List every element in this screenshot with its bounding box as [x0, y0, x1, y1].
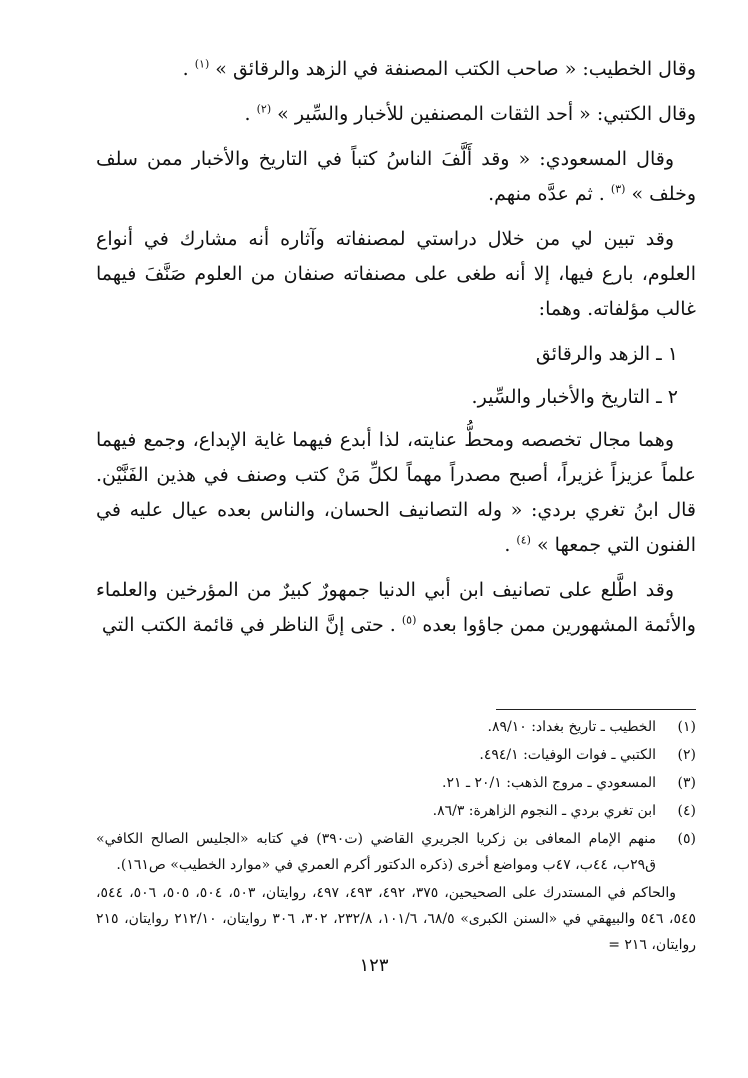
footnote-item	[96, 742, 696, 768]
paragraph-khatib	[96, 52, 696, 87]
footnote-ref-2[interactable]: (٢)	[256, 102, 272, 116]
footnote-ref-4[interactable]: (٤)	[516, 533, 531, 547]
paragraph-text: وهما مجال تخصصه ومحطُّ عنايته، لذا أبدع فيهما غاية الإبداع، وجمع فيهما علماً عزيزاً غزيراً، أصبح مصدراً مهماً لكلِّ مَنْ كتب وصنف في هذين الفَنَّيْن. قال ابنُ تغري بردي: « وله التصانيف الحسان، والناس بعده عيال عليه في الفنون التي جمعها »	[96, 429, 696, 556]
footnote-text: الخطيب ـ تاريخ بغداد: ٨٩/١٠.	[487, 719, 656, 735]
paragraph-text: وقد اطَّلع على تصانيف ابن أبي الدنيا جمهورٌ كبيرٌ من المؤرخين والعلماء والأئمة المشهورين ممن جاؤوا بعده	[96, 579, 696, 636]
footnote-continuation: والحاكم في المستدرك على الصحيحين، ٣٧٥، ٤٩٢، ٤٩٣، ٤٩٧، روايتان، ٥٠٣، ٥٠٤، ٥٠٥، ٥٠٦، ٥٤٤، ٥٤٥، ٥٤٦ والبيهقي في «السنن الكبرى» ٦٨/٥، ١٠١/٦، ٢٣٢/٨، ٣٠٢، ٣٠٦ روايتان، ٢١٢/١٠ روايتان، ٢١٥ روايتان، ٢١٦ =	[96, 885, 697, 953]
footnote-number: (١)	[677, 719, 696, 735]
page-number: ١٢٣	[359, 955, 389, 976]
paragraph-scholars	[96, 573, 696, 643]
footnote-text: الكتبي ـ فوات الوفيات: ٤٩٤/١.	[479, 747, 656, 763]
paragraph-end: .	[504, 534, 511, 556]
footnote-text: منهم الإمام المعافى بن زكريا الجريري القاضي (ت٣٩٠) في كتابه «الجليس الصالح الكافي» ق٢٩ب، ٤٤ب، ٤٧ب ومواضع أخرى (ذكره الدكتور أكرم العمري في «موارد الخطيب» ص١٦١).	[96, 831, 656, 873]
list-item-zuhd: ١ ـ الزهد والرقائق	[535, 343, 678, 365]
footnotes-section	[96, 714, 696, 958]
footnote-number: (٣)	[677, 775, 696, 791]
footnote-item	[96, 826, 696, 878]
footnote-number: (٥)	[677, 831, 696, 847]
paragraph-specialty	[96, 423, 696, 563]
paragraph-study	[96, 222, 696, 327]
list-item-history: ٢ ـ التاريخ والأخبار والسِّير.	[471, 386, 678, 408]
footnote-number: (٢)	[677, 747, 696, 763]
footnote-ref-5[interactable]: (٥)	[401, 613, 417, 627]
document-page	[96, 52, 697, 953]
footnote-text: ابن تغري بردي ـ النجوم الزاهرة: ٨٦/٣.	[432, 803, 656, 819]
footnote-ref-3[interactable]: (٣)	[610, 182, 626, 196]
footnote-ref-1[interactable]: (١)	[194, 57, 210, 71]
paragraph-end: .	[244, 103, 251, 125]
paragraph-end: . حتى إنَّ الناظر في قائمة الكتب التي	[101, 614, 396, 636]
footnote-item	[96, 798, 696, 824]
footnote-text: المسعودي ـ مروج الذهب: ٢٠/١ ـ ٢١.	[442, 775, 656, 791]
footnote-item	[96, 714, 696, 740]
paragraph-text: وقال المسعودي: « وقد أَلَّفَ الناسُ كتباً في التاريخ والأخبار ممن سلف وخلف »	[96, 148, 696, 205]
footnote-number: (٤)	[677, 803, 696, 819]
paragraph-text: وقال الخطيب: « صاحب الكتب المصنفة في الزهد والرقائق »	[215, 58, 696, 80]
paragraph-text: وقد تبين لي من خلال دراستي لمصنفاته وآثاره أنه مشارك في أنواع العلوم، بارع فيها، إلا أنه طغى على مصنفاته صنفان من العلوم صَنَّفَ فيهما غالب مؤلفاته. وهما:	[96, 228, 696, 320]
paragraph-end: . ثم عدَّه منهم.	[488, 183, 605, 205]
paragraph-masudi	[96, 142, 696, 212]
footnote-divider	[496, 709, 696, 710]
footnote-item	[96, 770, 696, 796]
paragraph-text: وقال الكتبي: « أحد الثقات المصنفين للأخبار والسِّير »	[277, 103, 696, 125]
paragraph-end: .	[182, 58, 189, 80]
paragraph-kutubi	[96, 97, 696, 132]
